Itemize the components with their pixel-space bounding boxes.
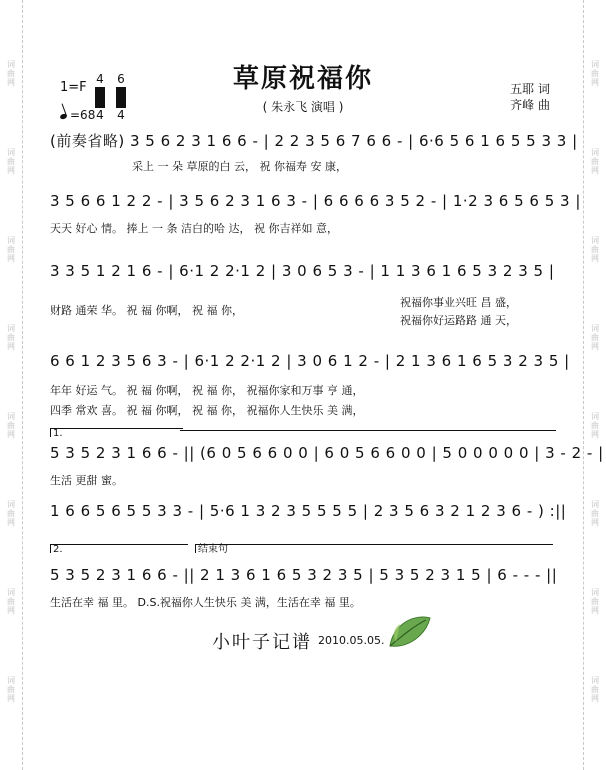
score-line-3-notes: 3 3 5 1 2 1 6 - | 6·1 2 2·1 2 | 3 0 6 5 3 - | 1 1 3 6 1 6 5 3 2 3 5 | [50, 262, 555, 280]
watermark-text: 词 曲 网 [7, 148, 15, 175]
right-watermark-strip [583, 0, 606, 770]
watermark-text: 词 曲 网 [7, 236, 15, 263]
score-line-5-notes: 5 3 5 2 3 1 6 6 - || (6 0 5 6 6 0 0 | 6 0 5 6 6 0 0 | 5 0 0 0 0 0 | 3 - 2 - | [50, 444, 604, 462]
leaf-icon [386, 612, 432, 652]
watermark-text: 词 曲 网 [7, 588, 15, 615]
watermark-text: 词 曲 网 [591, 500, 599, 527]
watermark-text: 词 曲 网 [591, 588, 599, 615]
score-line-2-lyric: 天天 好心 情。 捧上 一 条 洁白的哈 达， 祝 你吉祥如 意， [50, 222, 338, 235]
watermark-text: 词 曲 网 [7, 676, 15, 703]
transcription-date: 2010.05.05. [318, 634, 385, 647]
watermark-text: 词 曲 网 [591, 324, 599, 351]
left-watermark-strip [0, 0, 23, 770]
score-line-5-lyric: 生活 更甜 蜜。 [50, 474, 123, 487]
score-line-4-lyric-2: 四季 常欢 喜。 祝 福 你啊， 祝 福 你， 祝福你人生快乐 美 满， [50, 404, 364, 417]
volta-1: 1. [50, 428, 183, 437]
score-line-6-notes: 1 6 6 5 6 5 5 3 3 - | 5·6 1 3 2 3 5 5 5 5 | 2 3 5 6 3 2 1 2 3 6 - ) :|| [50, 502, 567, 520]
ending-bracket: 结束句 [195, 544, 553, 553]
composer-credit: 齐峰 曲 [510, 98, 550, 112]
lyricist-credit: 五耶 词 [510, 82, 550, 96]
time-signature-4-4: 4 4 [96, 72, 104, 122]
watermark-text: 词 曲 网 [591, 148, 599, 175]
watermark-text: 词 曲 网 [7, 412, 15, 439]
score-line-4-lyric: 年年 好运 气。 祝 福 你啊， 祝 福 你， 祝福你家和万事 亨 通， [50, 384, 364, 397]
watermark-text: 词 曲 网 [591, 412, 599, 439]
watermark-text: 词 曲 网 [7, 500, 15, 527]
tempo-marking [60, 108, 95, 122]
volta-2: 2. [50, 544, 188, 553]
song-title: 草原祝福你 [232, 64, 373, 94]
score-line-7-lyric: 生活在幸 福 里。 D.S.祝福你人生快乐 美 满，生活在幸 福 里。 [50, 596, 361, 609]
watermark-text: 词 曲 网 [7, 60, 15, 87]
quarter-note-icon [59, 113, 67, 120]
volta-bracket-line [180, 430, 556, 431]
tempo-value: =68 [70, 108, 96, 122]
score-line-2-notes: 3 5 6 6 1 2 2 - | 3 5 6 2 3 1 6 3 - | 6 6 6 6 3 5 2 - | 1·2 3 6 5 6 5 3 | [50, 192, 581, 210]
score-line-3-lyric-alt-2: 祝福你好运路路 通 天， [400, 314, 517, 327]
score-line-1-notes: (前奏省略) 3 5 6 2 3 1 6 6 - | 2 2 3 5 6 7 6 6 - | 6·6 5 6 1 6 5 5 3 3 | [50, 132, 578, 150]
transcriber-signature: 小叶子记谱 [212, 632, 312, 653]
singer-credit: ( 朱永飞 演唱 ) [262, 100, 344, 114]
watermark-text: 词 曲 网 [591, 60, 599, 87]
score-line-1-lyric: 采上 一 朵 草原的白 云， 祝 你福寿 安 康， [132, 160, 347, 173]
score-line-7-notes: 5 3 5 2 3 1 6 6 - || 2 1 3 6 1 6 5 3 2 3 5 | 5 3 5 2 3 1 5 | 6 - - - || [50, 566, 558, 584]
watermark-text: 词 曲 网 [591, 676, 599, 703]
score-line-3-lyric-alt-1: 祝福你事业兴旺 昌 盛， [400, 296, 517, 309]
score-line-4-notes: 6 6 1 2 3 5 6 3 - | 6·1 2 2·1 2 | 3 0 6 1 2 - | 2 1 3 6 1 6 5 3 2 3 5 | [50, 352, 570, 370]
time-signature-6-4: 6 4 [117, 72, 125, 122]
key-signature: 1=F [60, 80, 87, 95]
score-line-3-lyric: 财路 通荣 华。 祝 福 你啊， 祝 福 你， [50, 304, 243, 317]
watermark-text: 词 曲 网 [7, 324, 15, 351]
watermark-text: 词 曲 网 [591, 236, 599, 263]
